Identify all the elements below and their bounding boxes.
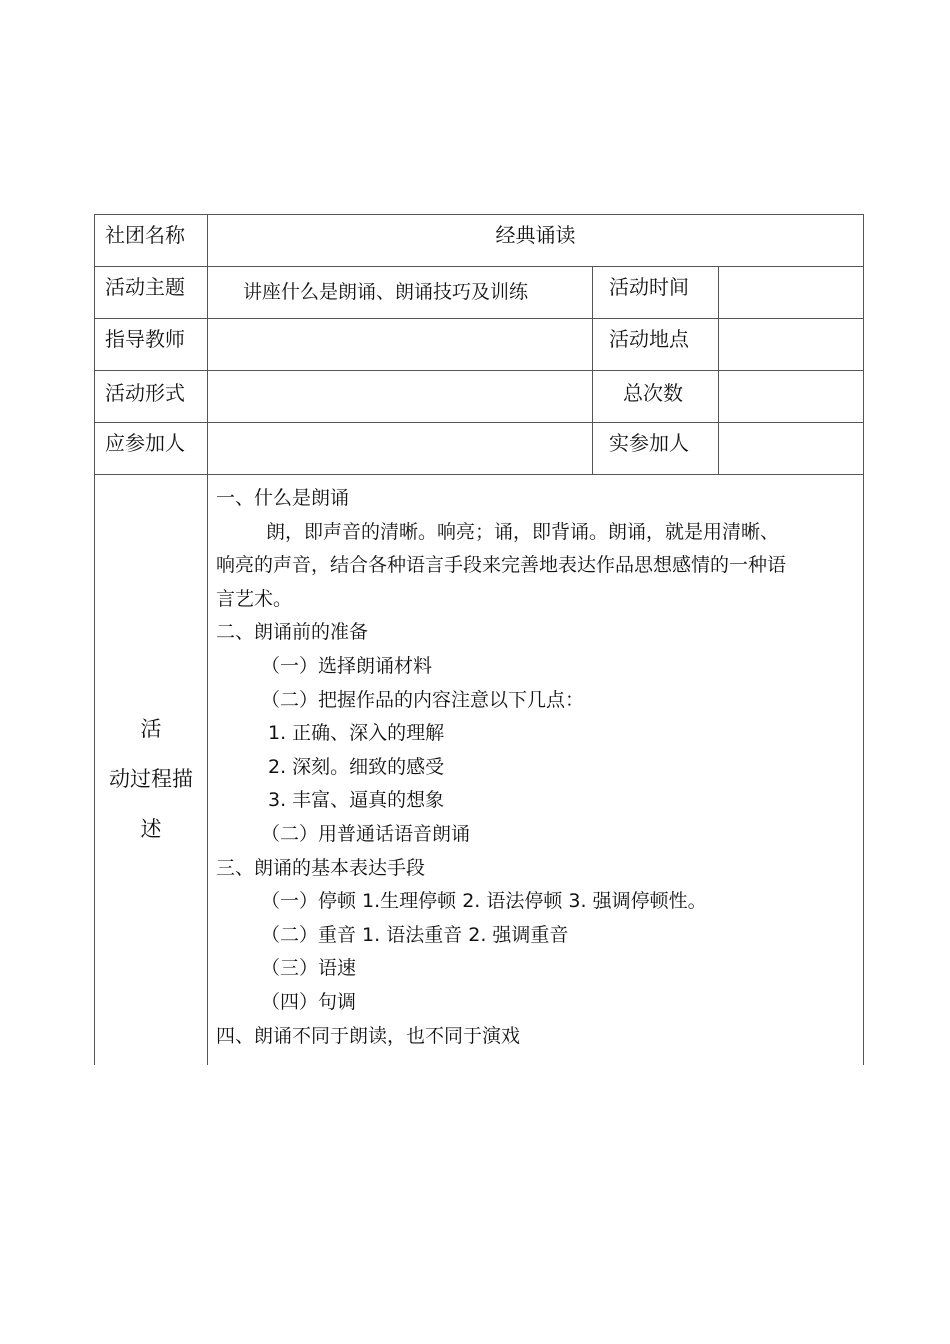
count-label: 总次数 (593, 371, 719, 422)
time-value (719, 267, 864, 318)
form-label: 活动形式 (94, 371, 208, 422)
paragraph-line: 响亮的声音，结合各种语言手段来完善地表达作品思想感情的一种语 (216, 554, 787, 577)
section-heading: 二、朗诵前的准备 (216, 621, 369, 644)
subsection-item: （一）停顿 1.生理停顿 2. 语法停顿 3. 强调停顿性。 (261, 890, 707, 913)
process-label-line-2: 动过程描 (109, 767, 193, 791)
subsection-item: （二）用普通话语音朗诵 (261, 822, 471, 845)
numbered-item: 3. 丰富、逼真的想象 (268, 789, 445, 812)
row-attendance (94, 422, 864, 474)
numbered-item: 1. 正确、深入的理解 (268, 722, 445, 745)
club-name-label: 社团名称 (94, 215, 208, 266)
row-teacher (94, 318, 864, 370)
row-club-name (94, 214, 864, 266)
place-label: 活动地点 (593, 319, 719, 370)
topic-label: 活动主题 (94, 267, 208, 318)
numbered-item: 2. 深刻。细致的感受 (268, 755, 445, 778)
subsection-item: （二）把握作品的内容注意以下几点： (261, 688, 585, 711)
process-label (94, 475, 208, 1065)
form-value (208, 371, 593, 422)
section-heading: 三、朗诵的基本表达手段 (216, 856, 426, 879)
topic-value: 讲座什么是朗诵、朗诵技巧及训练 (208, 267, 593, 318)
process-label-line-1: 活 (140, 717, 162, 741)
count-value (719, 371, 864, 422)
club-name-value: 经典诵读 (208, 215, 864, 266)
subsection-item: （四）句调 (261, 990, 357, 1013)
subsection-item: （三）语速 (261, 957, 357, 980)
process-description (208, 475, 864, 1065)
paragraph-line: 言艺术。 (216, 587, 293, 610)
actual-attendance-label: 实参加人 (593, 423, 719, 474)
activity-record-table (94, 214, 864, 1065)
row-form (94, 370, 864, 422)
time-label: 活动时间 (593, 267, 719, 318)
actual-attendance-value (719, 423, 864, 474)
row-topic (94, 266, 864, 318)
expected-attendance-value (208, 423, 593, 474)
paragraph-line: 朗，即声音的清晰。响亮；诵，即背诵。朗诵，就是用清晰、 (266, 520, 780, 543)
expected-attendance-label: 应参加人 (94, 423, 208, 474)
subsection-item: （二）重音 1. 语法重音 2. 强调重音 (261, 923, 569, 946)
row-process (94, 474, 864, 1065)
subsection-item: （一）选择朗诵材料 (261, 654, 433, 677)
place-value (719, 319, 864, 370)
teacher-label: 指导教师 (94, 319, 208, 370)
teacher-value (208, 319, 593, 370)
section-heading: 四、朗诵不同于朗读，也不同于演戏 (216, 1024, 521, 1047)
process-label-line-3: 述 (140, 817, 162, 841)
section-heading: 一、什么是朗诵 (216, 487, 350, 509)
